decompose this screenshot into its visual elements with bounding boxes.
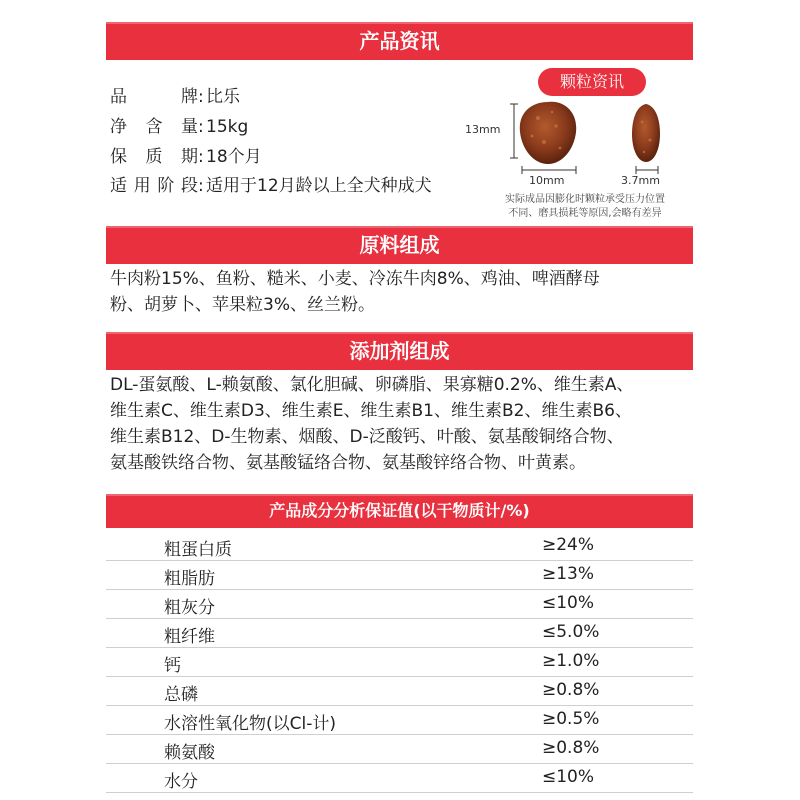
info-colon: : [198,117,204,137]
analysis-name: 水分 [164,772,198,792]
analysis-name: 赖氨酸 [164,743,215,763]
info-label: 净含量 [110,117,198,137]
analysis-row [106,647,693,677]
analysis-value: ≤10% [542,767,595,787]
info-row-stage [110,175,432,197]
analysis-name: 粗脂肪 [164,569,215,589]
analysis-value: ≤5.0% [542,622,600,642]
analysis-title: 产品成分分析保证值(以干物质计/%) [269,501,530,520]
width-dimension-line [522,166,576,174]
info-label: 品牌 [110,87,198,107]
kibble-front-view [520,102,576,164]
analysis-row [106,531,693,561]
info-row-shelf-life [110,146,262,168]
product-info-title: 产品资讯 [359,29,440,53]
analysis-row [106,734,693,764]
kibble-info-badge [538,68,646,96]
additives-text [110,372,700,476]
additives-header [106,332,693,370]
analysis-row [106,676,693,706]
info-value: 适用于12月龄以上全犬种成犬 [206,176,432,196]
info-label: 适用阶段 [110,176,198,196]
additives-line: DL-蛋氨酸、L-赖氨酸、氯化胆碱、卵磷脂、果寡糖0.2%、维生素A、 [110,375,634,395]
kibble-thickness-label: 3.7mm [621,174,660,187]
additives-title: 添加剂组成 [349,339,450,363]
analysis-name: 总磷 [164,685,198,705]
additives-line: 维生素C、维生素D3、维生素E、维生素B1、维生素B2、维生素B6、 [110,401,632,421]
analysis-value: ≥24% [542,535,595,555]
analysis-value: ≥0.8% [542,738,600,758]
analysis-value: ≥13% [542,564,595,584]
analysis-row [106,618,693,648]
info-value: 比乐 [206,87,240,107]
ingredients-header [106,226,693,264]
additives-line: 氨基酸铁络合物、氨基酸锰络合物、氨基酸锌络合物、叶黄素。 [110,453,586,473]
analysis-header [106,494,693,528]
height-dimension-line [510,104,518,158]
kibble-height-label: 13mm [465,123,501,136]
ingredients-line: 牛肉粉15%、鱼粉、糙米、小麦、冷冻牛肉8%、鸡油、啤酒酵母 [110,269,600,289]
analysis-value: ≤10% [542,593,595,613]
ingredients-title: 原料组成 [359,233,440,257]
info-value: 15kg [206,117,249,137]
thickness-dimension-line [636,166,658,174]
info-colon: : [198,176,204,196]
analysis-value: ≥0.5% [542,709,600,729]
ingredients-line: 粉、胡萝卜、苹果粒3%、丝兰粉。 [110,295,375,315]
info-value: 18个月 [206,147,262,167]
analysis-value: ≥0.8% [542,680,600,700]
analysis-name: 钙 [164,656,181,676]
analysis-name: 粗蛋白质 [164,540,232,560]
analysis-name: 粗灰分 [164,598,215,618]
analysis-row [106,589,693,619]
kibble-width-label: 10mm [529,174,565,187]
kibble-info-title: 颗粒资讯 [559,72,624,91]
kibble-note-line-1: 实际成品因膨化时颗粒承受压力位置 [505,194,665,205]
analysis-row [106,560,693,590]
additives-line: 维生素B12、D-生物素、烟酸、D-泛酸钙、叶酸、氨基酸铜络合物、 [110,427,624,447]
kibble-side-view [632,104,660,162]
product-info-header [106,22,693,60]
info-colon: : [198,147,204,167]
info-colon: : [198,87,204,107]
kibble-note-line-2: 不同、磨具损耗等原因,会略有差异 [508,208,662,219]
analysis-row [106,705,693,735]
info-label: 保质期 [110,147,198,167]
info-row-brand [110,86,240,108]
ingredients-text [110,266,700,318]
analysis-name: 水溶性氧化物(以Cl-计) [164,714,336,734]
analysis-name: 粗纤维 [164,627,215,647]
analysis-row [106,763,693,793]
info-row-net-weight [110,116,248,138]
analysis-value: ≥1.0% [542,651,600,671]
